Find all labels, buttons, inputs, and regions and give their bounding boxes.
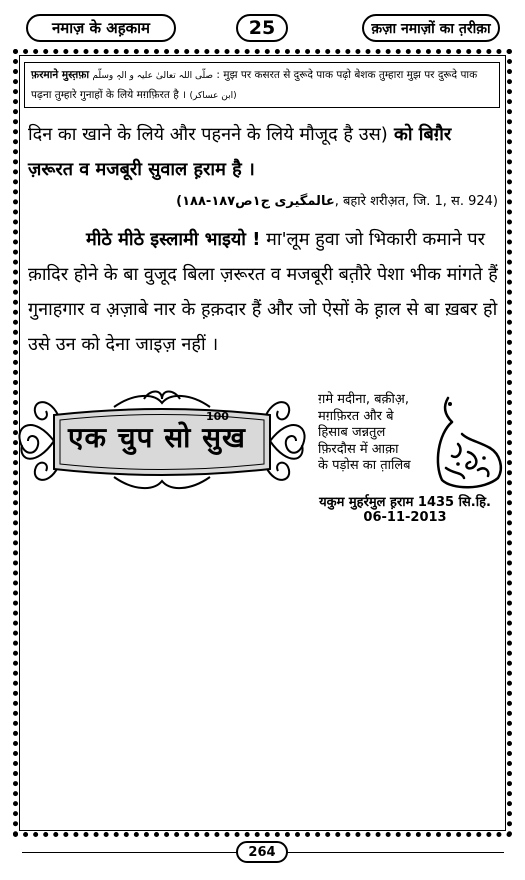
header-page-number: 25 — [236, 14, 288, 42]
para1-bold-text: को बिग़ैर ज़रूरत व मजबूरी सुवाल ह़राम है । — [28, 124, 452, 180]
signature-note — [318, 392, 436, 475]
note-line: मग़फ़िरत और बे — [318, 408, 394, 424]
header-chapter-title: क़ज़ा नमाज़ों का त़रीक़ा — [362, 14, 500, 42]
note-line: के पड़ोस का त़ालिब — [318, 458, 411, 473]
calligraphy-signature-icon — [428, 394, 508, 490]
hadith-box — [24, 62, 500, 108]
banner-superscript: 100 — [206, 410, 229, 423]
footer-page-number: 264 — [236, 841, 288, 863]
note-line: हिसाब जन्नतुल — [318, 425, 386, 440]
paragraph-1 — [28, 117, 498, 187]
para2-text: मा'लूम हुवा जो भिकारी कमाने पर क़ादिर होने के बा वुजूद बिला ज़रूरत व मजबूरी बत़ौरे पेशा भीक मांगते हैं गुनाहगार व अ़ज़ाबे नार के ह़क़दार हैं और जो ऐसों के ह़ाल से बा ख़बर हो उसे उन को देना जाइज़ नहीं । — [28, 229, 498, 355]
banner-title: एक चुप सो सुख — [68, 421, 246, 454]
hadith-label: फ़रमाने मुस्त़फ़ा — [31, 69, 90, 81]
reference-line — [28, 190, 498, 214]
note-line: ग़मे मदीना, बक़ीअ़, — [318, 392, 409, 407]
paragraph-2 — [28, 222, 498, 362]
hadith-source: (ابن عساکر) — [189, 91, 237, 101]
header-book-title: नमाज़ के अह़काम — [26, 14, 176, 42]
hadith-text: : मुझ पर कसरत से दुरूदे पाक पढ़ो बेशक तुम्हारा मुझ पर दुरूदे पाक पढ़ना तुम्हारे गुनाहों के लिये मग़फ़िरत है । — [31, 69, 478, 101]
para2-bold-text: मीठे मीठे इस्लामी भाइयो ! — [86, 229, 261, 250]
hadith-salutation: صلّی اللہ تعالیٰ علیہ و الہٖ وسلّم — [92, 71, 214, 81]
note-line: फ़िरदौस में आक़ा — [318, 441, 399, 457]
reference-hindi: , बहारे शरीअ़त, जि. 1, स. 924) — [334, 194, 498, 209]
date-gregorian: 06-11-2013 — [363, 510, 447, 525]
date-hijri: यकुम मुहर्रमुल ह़राम 1435 सि.हि. — [319, 495, 491, 510]
reference-arabic: (عالمگیری ج۱ص۱۸۷-۱۸۸ — [176, 194, 335, 209]
para1-text: दिन का खाने के लिये और पहनने के लिये मौजूद है उस) — [28, 124, 388, 145]
